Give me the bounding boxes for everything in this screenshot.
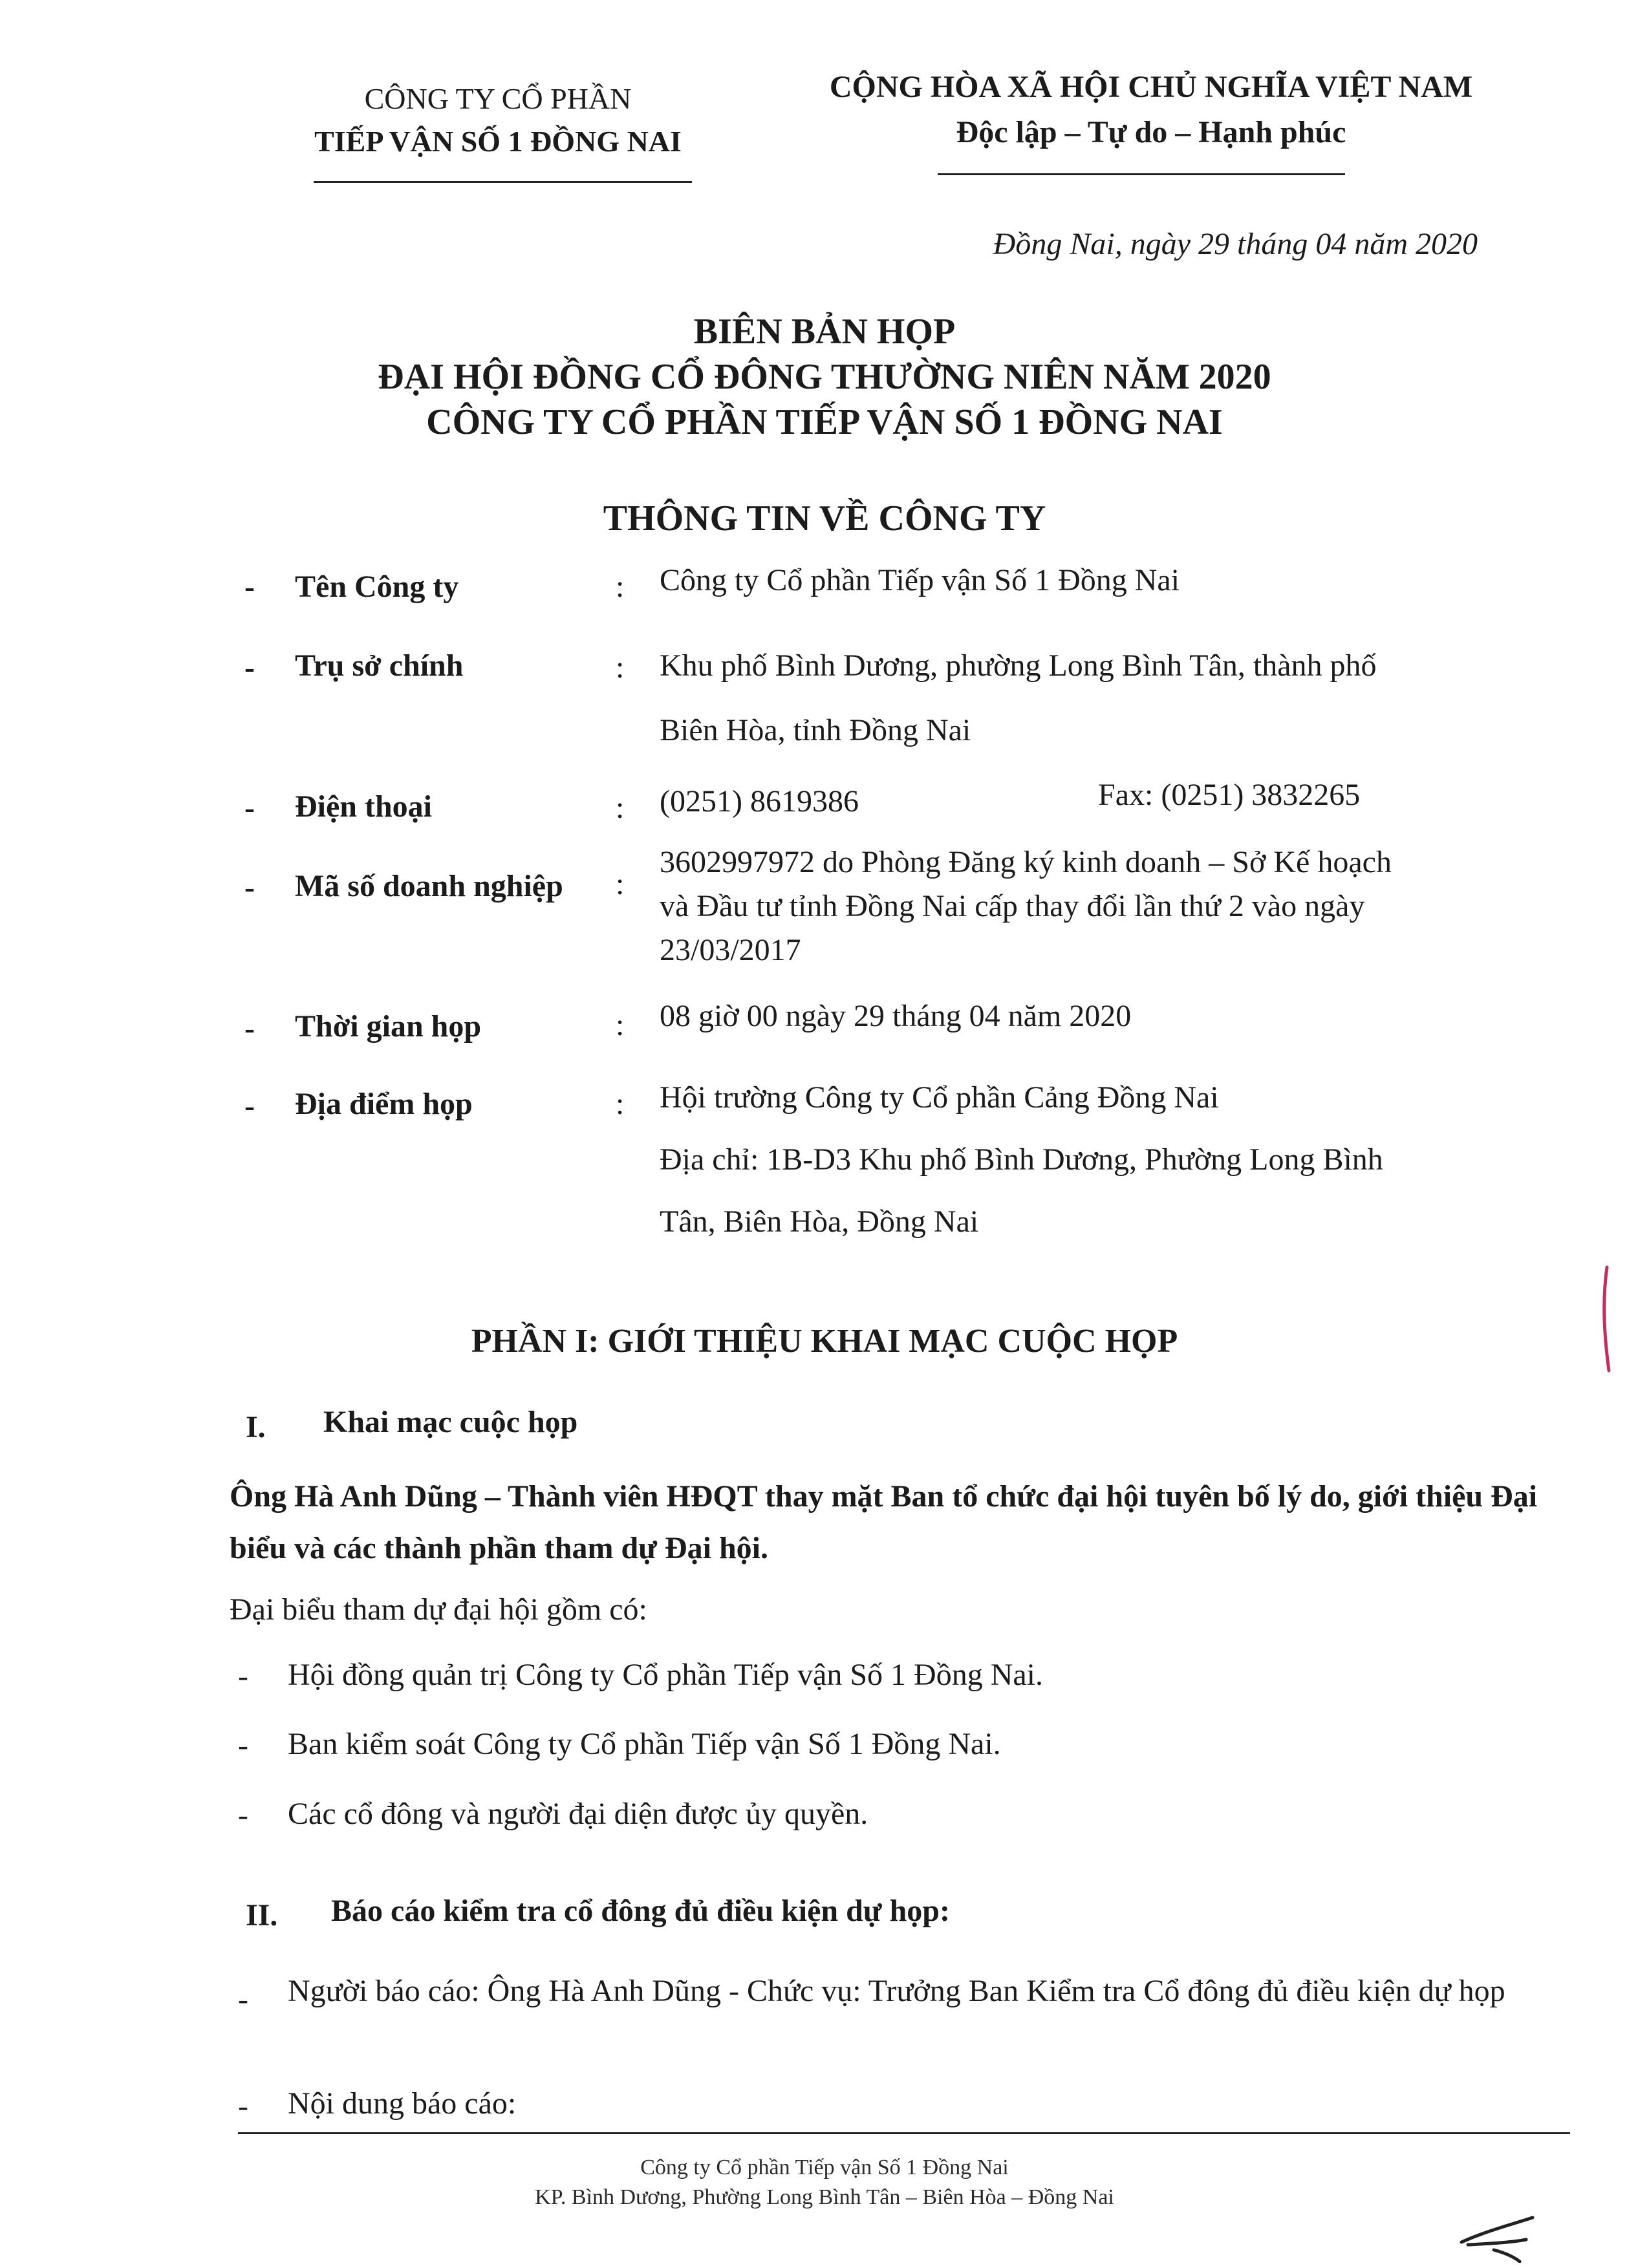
info-heading: THÔNG TIN VỀ CÔNG TY	[603, 498, 1046, 539]
value-line: Biên Hòa, tỉnh Đồng Nai	[660, 713, 971, 747]
value-business-code	[660, 840, 1539, 972]
list-dash: -	[238, 1798, 248, 1832]
section2-title: Báo cáo kiểm tra cổ đông đủ điều kiện dự họp:	[331, 1894, 950, 1928]
value-line: (0251) 8619386	[660, 784, 859, 818]
nation-underline	[938, 173, 1345, 175]
nation-header	[763, 65, 1539, 155]
label-phone: Điện thoại	[295, 789, 433, 824]
value-line: Hội trường Công ty Cổ phần Cảng Đồng Nai	[660, 1080, 1219, 1115]
footer-rule	[238, 2132, 1570, 2134]
footer-line-2: KP. Bình Dương, Phường Long Bình Tân – Biên Hòa – Đồng Nai	[535, 2185, 1114, 2209]
list-dash: -	[238, 1728, 248, 1762]
value-head-office	[660, 634, 1539, 763]
value-line: và Đầu tư tỉnh Đồng Nai cấp thay đổi lần thứ 2 vào ngày	[660, 889, 1365, 923]
section2-number: II.	[246, 1898, 278, 1932]
list-dash: -	[238, 1982, 248, 2017]
value-line: 08 giờ 00 ngày 29 tháng 04 năm 2020	[660, 999, 1132, 1033]
title-line-3: CÔNG TY CỔ PHẦN TIẾP VẬN SỐ 1 ĐỒNG NAI	[426, 402, 1223, 442]
row-dash: -	[244, 1089, 255, 1123]
section1-number: I.	[246, 1410, 266, 1444]
label-business-code: Mã số doanh nghiệp	[295, 869, 563, 903]
company-line-1: CÔNG TY CỔ PHẦN	[364, 82, 632, 115]
footer-line-1: Công ty Cổ phần Tiếp vận Số 1 Đồng Nai	[640, 2156, 1009, 2179]
list-dash: -	[238, 2089, 248, 2123]
row-dash: -	[244, 1011, 255, 1045]
list-item: Hội đồng quản trị Công ty Cổ phần Tiếp vận Số 1 Đồng Nai.	[288, 1658, 1044, 1692]
row-dash: -	[244, 570, 255, 604]
value-fax: Fax: (0251) 3832265	[1098, 778, 1361, 812]
row-colon: :	[616, 867, 625, 901]
section1-bold-paragraph: Ông Hà Anh Dũng – Thành viên HĐQT thay mặt Ban tổ chức đại hội tuyên bố lý do, giới thiệu Đại biểu và các thành phần tham dự Đại hội.	[230, 1479, 1538, 1565]
value-line: 23/03/2017	[660, 933, 801, 967]
part1-heading: PHẦN I: GIỚI THIỆU KHAI MẠC CUỘC HỌP	[471, 1323, 1178, 1360]
row-colon: :	[616, 1087, 625, 1121]
row-dash: -	[244, 650, 255, 685]
nation-line-1: CỘNG HÒA XÃ HỘI CHỦ NGHĨA VIỆT NAM	[829, 70, 1473, 104]
label-meeting-place: Địa điểm họp	[295, 1087, 473, 1121]
label-meeting-time: Thời gian họp	[295, 1009, 482, 1043]
value-line: Công ty Cổ phần Tiếp vận Số 1 Đồng Nai	[660, 563, 1180, 597]
footer	[0, 2153, 1649, 2212]
title-line-1: BIÊN BẢN HỌP	[693, 312, 956, 352]
row-dash: -	[244, 870, 255, 904]
title-line-2: ĐẠI HỘI ĐỒNG CỔ ĐÔNG THƯỜNG NIÊN NĂM 2020	[378, 357, 1271, 397]
company-header	[233, 78, 763, 163]
value-meeting-place	[660, 1067, 1539, 1253]
margin-mark	[1597, 1261, 1617, 1377]
row-dash: -	[244, 791, 255, 825]
list-item: Ban kiểm soát Công ty Cổ phần Tiếp vận Số 1 Đồng Nai.	[288, 1727, 1001, 1761]
value-meeting-time	[660, 997, 1539, 1036]
section1-intro: Đại biểu tham dự đại hội gồm có:	[230, 1592, 647, 1627]
label-company-name: Tên Công ty	[295, 570, 459, 604]
initials-signature	[1449, 2211, 1546, 2263]
value-line: 3602997972 do Phòng Đăng ký kinh doanh – Sở Kế hoạch	[660, 845, 1392, 879]
list-item: Người báo cáo: Ông Hà Anh Dũng - Chức vụ: Trưởng Ban Kiểm tra Cổ đông đủ điều kiện dự họp	[288, 1974, 1505, 2008]
list-item: Các cổ đông và người đại diện được ủy quyền.	[288, 1797, 868, 1831]
row-colon: :	[616, 791, 625, 825]
company-underline	[314, 181, 692, 183]
label-head-office: Trụ sở chính	[295, 648, 464, 683]
row-colon: :	[616, 1008, 625, 1042]
value-line: Tân, Biên Hòa, Đồng Nai	[660, 1204, 979, 1239]
row-colon: :	[616, 570, 625, 604]
nation-line-2: Độc lập – Tự do – Hạnh phúc	[956, 115, 1346, 149]
date-line: Đồng Nai, ngày 29 tháng 04 năm 2020	[993, 227, 1478, 261]
section1-title: Khai mạc cuộc họp	[323, 1405, 578, 1439]
row-colon: :	[616, 650, 625, 685]
list-item: Nội dung báo cáo:	[288, 2086, 517, 2121]
value-line: Khu phố Bình Dương, phường Long Bình Tân, thành phố	[660, 648, 1377, 683]
company-line-2: TIẾP VẬN SỐ 1 ĐỒNG NAI	[314, 125, 682, 158]
value-line: Địa chỉ: 1B-D3 Khu phố Bình Dương, Phường Long Bình	[660, 1142, 1383, 1177]
list-dash: -	[238, 1659, 248, 1693]
value-company-name	[660, 561, 1539, 600]
